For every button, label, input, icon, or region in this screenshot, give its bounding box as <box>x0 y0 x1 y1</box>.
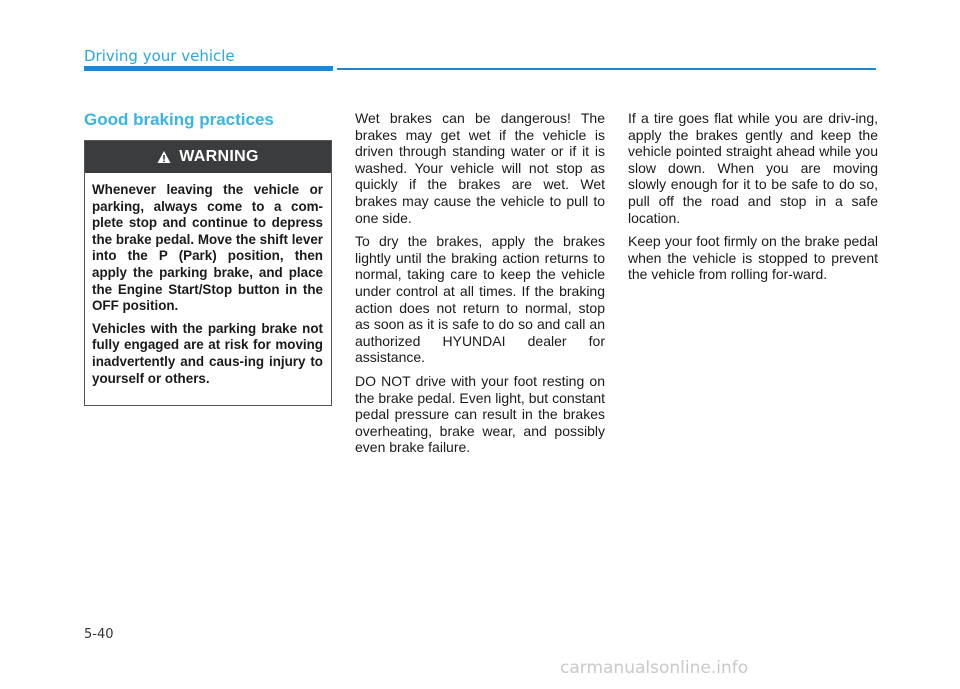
warning-header <box>85 141 331 173</box>
body-paragraph: If a tire goes flat while you are driv-ing, apply the brakes gently and keep the vehicle pointed straight ahead while you slow down. When you are moving slowly enough for it to be safe to do so, pull off the road and stop in a safe location. <box>628 110 878 226</box>
text-column-3 <box>628 110 878 290</box>
body-paragraph: Wet brakes can be dangerous! The brakes may get wet if the vehicle is driven through standing water or if it is washed. Your vehicle will not stop as quickly if the brakes are wet. Wet brakes may cause the vehicle to pull to one side. <box>355 110 605 226</box>
warning-triangle-icon <box>157 150 171 164</box>
warning-label: WARNING <box>179 148 259 165</box>
body-paragraph: DO NOT drive with your foot resting on the brake pedal. Even light, but constant pedal pressure can result in the brakes overheating, brake wear, and possibly even brake failure. <box>355 372 605 456</box>
watermark: carmanualsonline.info <box>560 658 749 678</box>
body-paragraph: To dry the brakes, apply the brakes lightly until the braking action returns to normal, taking care to keep the vehicle under control at all times. If the braking action does not return to normal, stop as soon as it is safe to do so and call an authorized HYUNDAI dealer for assistance. <box>355 233 605 366</box>
warning-body <box>85 173 331 387</box>
body-paragraph: Keep your foot firmly on the brake pedal when the vehicle is stopped to prevent the vehicle from rolling for-ward. <box>628 233 878 283</box>
header-rule-thick <box>84 66 333 71</box>
header-rule-thin <box>337 68 876 70</box>
section-heading: Good braking practices <box>84 110 274 129</box>
warning-paragraph: Vehicles with the parking brake not fully engaged are at risk for moving inadvertently and caus-ing injury to yourself or others. <box>92 320 323 386</box>
page-number: 5-40 <box>84 627 114 642</box>
warning-paragraph: Whenever leaving the vehicle or parking, always come to a com-plete stop and continue to depress the brake pedal. Move the shift lever into the P (Park) position, then apply the parking brake, and place the Engine Start/Stop button in the OFF position. <box>92 182 323 314</box>
section-title: Driving your vehicle <box>84 47 235 65</box>
text-column-2 <box>355 110 605 463</box>
warning-box <box>84 140 332 406</box>
